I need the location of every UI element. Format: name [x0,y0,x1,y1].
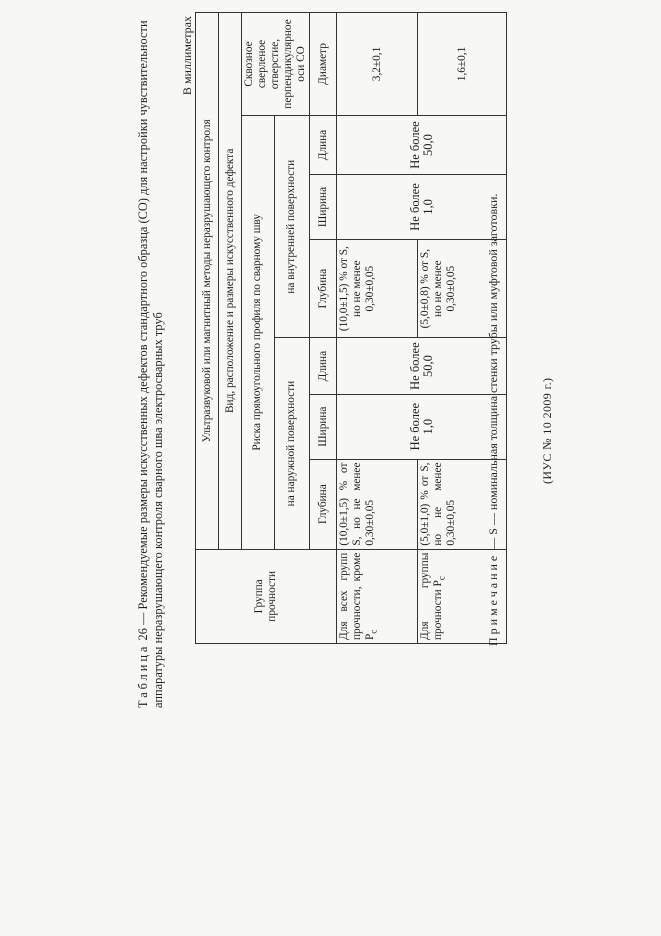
group-header: Группа прочности [196,549,337,643]
diameter-cell: 3,2±0,1 [337,13,418,116]
outer-depth-cell: (5,0±1,0) % от S, но не менее 0,30±0,05 [418,459,507,549]
inner-depth-cell: (5,0±0,8) % от S, но не менее 0,30±0,05 [418,239,507,338]
defects-table [195,12,507,644]
caption-number: 26 [136,628,150,641]
table-caption [136,12,166,708]
group-cell: Для всех групп прочности, кроме $P_c$ [337,549,418,643]
note-label: Примечание [486,552,500,646]
outer-surface-header: на наружной поверхности [274,338,309,549]
caption-label: Таблица [136,643,150,708]
outer-length-cell: Не более 50,0 [337,338,507,394]
col-outer-depth: Глубина [310,459,337,549]
hole-header: Сквозное сверленое отверстие, перпендикулярное оси СО [242,13,310,116]
note-text: — S — номинальная толщина стенки трубы или муфтовой заготовки. [486,193,500,550]
col-inner-length: Длина [310,115,337,174]
table-row [337,13,418,644]
defect-header: Вид, расположение и размеры искусственного дефекта [219,13,242,550]
col-outer-length: Длина [310,338,337,394]
outer-width-cell: Не более 1,0 [337,394,507,459]
inner-length-cell: Не более 50,0 [337,115,507,174]
inner-depth-cell: (10,0±1,5) % от S, но не менее 0,30±0,05 [337,239,418,338]
inner-surface-header: на внутренней поверхности [274,115,309,337]
method-header: Ультразвуковой или магнитный методы неразрушающего контроля [196,13,219,550]
col-inner-depth: Глубина [310,239,337,338]
col-outer-width: Ширина [310,394,337,459]
units-label: В миллиметрах [180,16,194,96]
rotated-page [130,10,554,710]
col-inner-width: Ширина [310,175,337,240]
group-cell: Для группы прочности $P_c$ [418,549,507,643]
outer-depth-cell: (10,0±1,5) % от S, но не менее 0,30±0,05 [337,459,418,549]
col-diameter: Диаметр [310,13,337,116]
table-note [486,12,501,646]
inner-width-cell: Не более 1,0 [337,175,507,240]
notch-header: Риска прямоугольного профиля по сварному шву [242,115,275,549]
caption-text: — Рекомендуемые размеры искусственных дефектов стандартного образца (СО) для настройки чувствительности аппаратуры неразрушающего контроля сварного шва электросварных труб [136,20,165,708]
amendment-footer: (ИУС № 10 2009 г.) [540,377,554,484]
diameter-cell: 1,6±0,1 [418,13,507,116]
